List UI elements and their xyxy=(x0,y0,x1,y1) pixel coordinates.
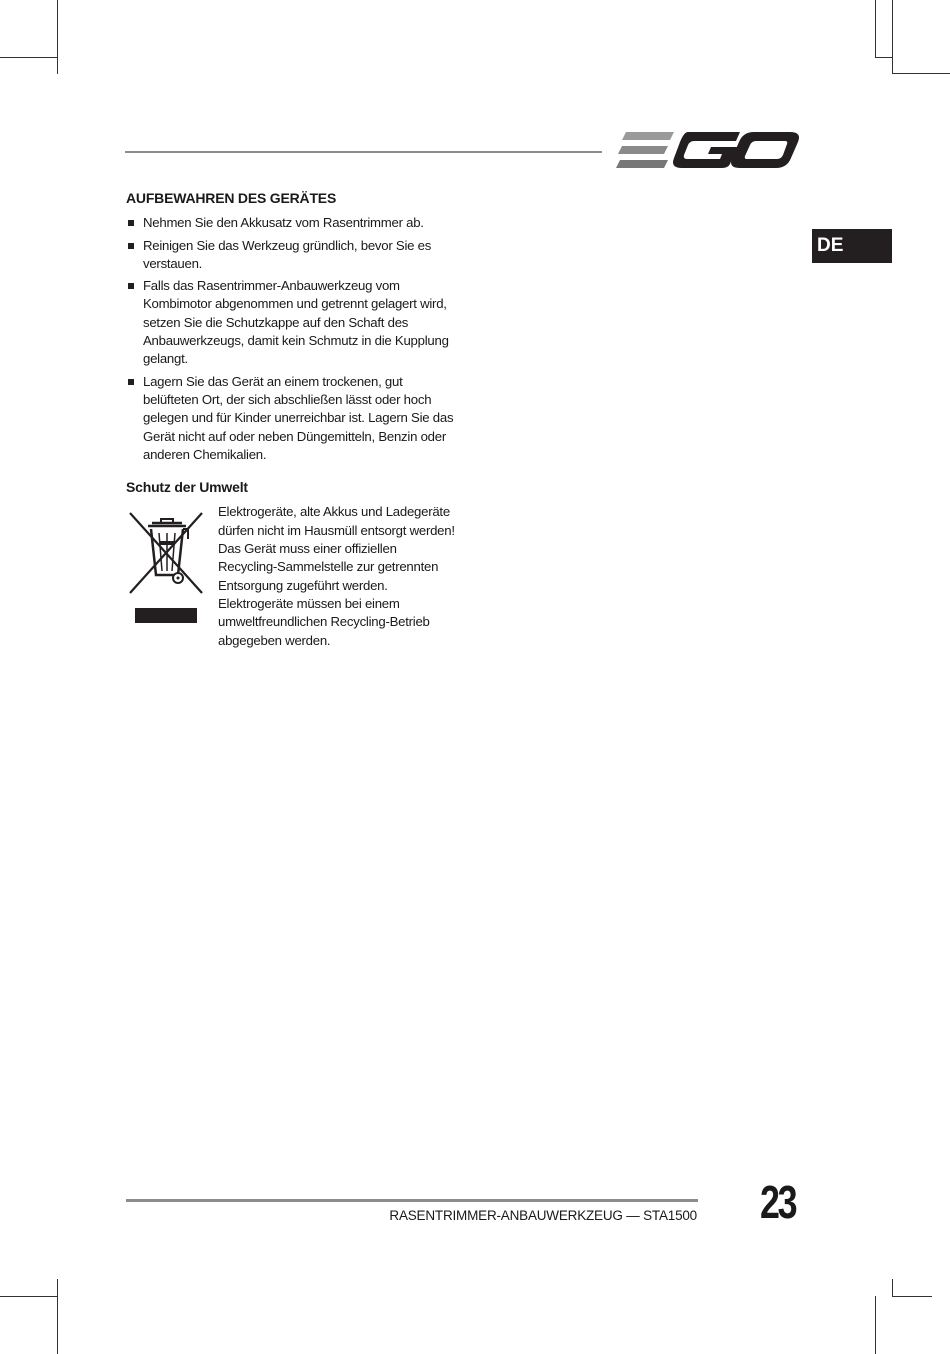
page-number: 23 xyxy=(760,1176,796,1228)
list-item: Lagern Sie das Gerät an einem trockenen, gut belüfteten Ort, der sich abschließen lässt oder hoch gelegen und für Kinder unerreichbar ist. Lagern Sie das Gerät nicht auf oder neben Düngemitteln, Benzin oder anderen Chemikalien. xyxy=(126,373,458,464)
crop-mark xyxy=(57,0,58,74)
footer-title: RASENTRIMMER-ANBAUWERKZEUG — STA1500 xyxy=(389,1208,697,1223)
crop-mark xyxy=(0,57,57,58)
crop-mark xyxy=(892,1279,893,1296)
crop-mark xyxy=(892,73,950,74)
storage-list xyxy=(126,214,458,464)
section-heading-storage: AUFBEWAHREN DES GERÄTES xyxy=(126,190,337,206)
crop-mark xyxy=(875,1296,876,1354)
header-rule xyxy=(125,151,602,153)
crop-mark xyxy=(875,57,892,58)
crop-mark xyxy=(875,0,876,57)
environment-block xyxy=(126,503,458,653)
crop-mark xyxy=(892,0,893,74)
list-item: Nehmen Sie den Akkusatz vom Rasentrimmer ab. xyxy=(126,214,458,232)
list-item: Reinigen Sie das Werkzeug gründlich, bevor Sie es verstauen. xyxy=(126,237,458,274)
crop-mark xyxy=(892,1296,932,1297)
environment-text: Elektrogeräte, alte Akkus und Ladegeräte dürfen nicht im Hausmüll entsorgt werden! Das Gerät muss einer offiziellen Recycling-Sammelstelle zur getrennten Entsorgung zugeführt werden. Elektrogeräte müssen bei einem umweltfreundlichen Recycling-Betrieb abgegeben werden. xyxy=(218,504,455,648)
section-heading-environment: Schutz der Umwelt xyxy=(126,479,248,496)
crop-mark xyxy=(57,1279,58,1354)
crop-mark xyxy=(0,1296,57,1297)
ego-logo xyxy=(616,128,800,172)
crossed-out-wheelie-bin-icon xyxy=(126,505,208,627)
language-tab: DE xyxy=(812,229,892,263)
footer-rule xyxy=(126,1199,698,1202)
main-content xyxy=(126,189,458,653)
list-item: Falls das Rasentrimmer-Anbauwerkzeug vom Kombimotor abgenommen und getrennt gelagert wird, setzen Sie die Schutzkappe auf den Schaft des Anbauwerkzeugs, damit kein Schmutz in die Kupplung gelangt. xyxy=(126,277,458,368)
